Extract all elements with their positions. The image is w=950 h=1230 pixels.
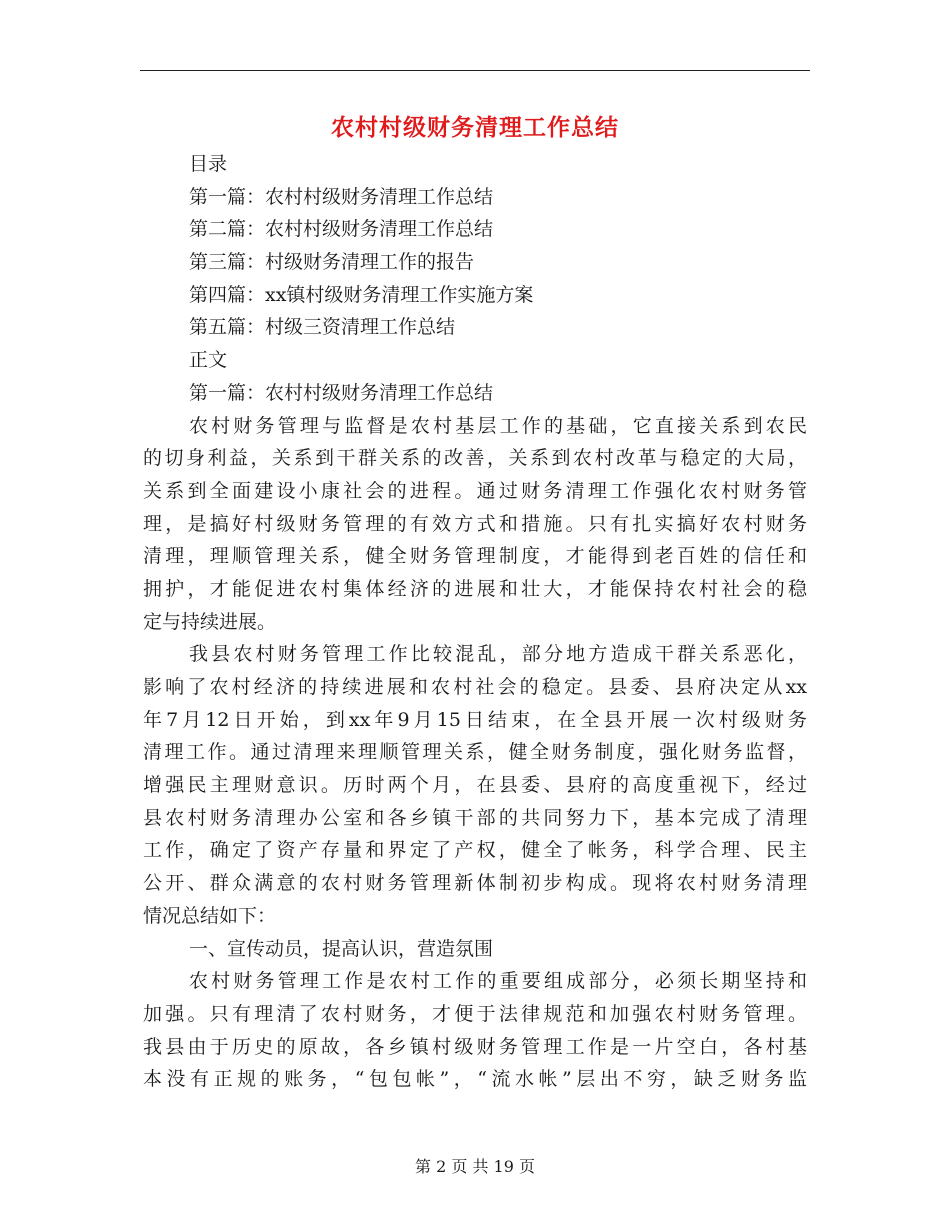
document-body [143,148,807,1096]
text-line: 的切身利益，关系到干群关系的改善，关系到农村改革与稳定的大局， [143,447,807,470]
text-line: 定与持续进展。 [143,610,277,633]
text-line: 清理，理顺管理关系，健全财务管理制度，才能得到老百姓的信任和 [143,545,807,568]
text-line: 情况总结如下： [143,904,277,927]
text-line: 拥护，才能促进农村集体经济的进展和壮大，才能保持农村社会的稳 [143,577,807,600]
text-line: 本没有正规的账务，“包包帐”，“流水帐”层出不穷，缺乏财务监 [143,1068,807,1091]
text-line: 关系到全面建设小康社会的进程。通过财务清理工作强化农村财务管 [143,479,807,502]
text-line: 我县农村财务管理工作比较混乱，部分地方造成干群关系恶化， [189,643,807,666]
text-line: 县农村财务清理办公室和各乡镇干部的共同努力下，基本完成了清理 [143,806,807,829]
text-line: 正文 [189,349,228,372]
text-line: 清理工作。通过清理来理顺管理关系，健全财务制度，强化财务监督， [143,741,807,764]
text-line: 影响了农村经济的持续进展和农村社会的稳定。县委、县府决定从xx [143,676,807,698]
text-line: 目录 [189,153,228,175]
page-number: 第 2 页 共 19 页 [415,1157,535,1176]
text-line: 增强民主理财意识。历时两个月，在县委、县府的高度重视下，经过 [143,774,807,797]
text-line: 第一篇：农村村级财务清理工作总结 [189,185,494,208]
text-line: 一、宣传动员，提高认识，营造氛围 [189,937,494,960]
header-rule [140,70,810,71]
text-line: 加强。只有理清了农村财务，才便于法律规范和加强农村财务管理。 [143,1002,807,1025]
text-line: 年7月12日开始，到xx年9月15日结束，在全县开展一次村级财务 [143,708,807,731]
text-line: 理，是搞好村级财务管理的有效方式和措施。只有扎实搞好农村财务 [143,512,807,535]
text-line: 第五篇：村级三资清理工作总结 [189,316,456,339]
text-line: 第三篇：村级财务清理工作的报告 [189,251,475,274]
text-line: 工作，确定了资产存量和界定了产权，健全了帐务，科学合理、民主 [143,839,807,862]
text-line: 农村财务管理与监督是农村基层工作的基础，它直接关系到农民 [189,414,807,437]
text-line: 第四篇：xx镇村级财务清理工作实施方案 [189,283,534,306]
text-line: 第一篇：农村村级财务清理工作总结 [189,381,494,404]
text-line: 第二篇：农村村级财务清理工作总结 [189,218,494,241]
document-title: 农村村级财务清理工作总结 [331,114,619,141]
text-line: 我县由于历史的原故，各乡镇村级财务管理工作是一片空白，各村基 [143,1035,807,1058]
text-line: 公开、群众满意的农村财务管理新体制初步构成。现将农村财务清理 [143,872,807,895]
text-line: 农村财务管理工作是农村工作的重要组成部分，必须长期坚持和 [189,970,807,993]
